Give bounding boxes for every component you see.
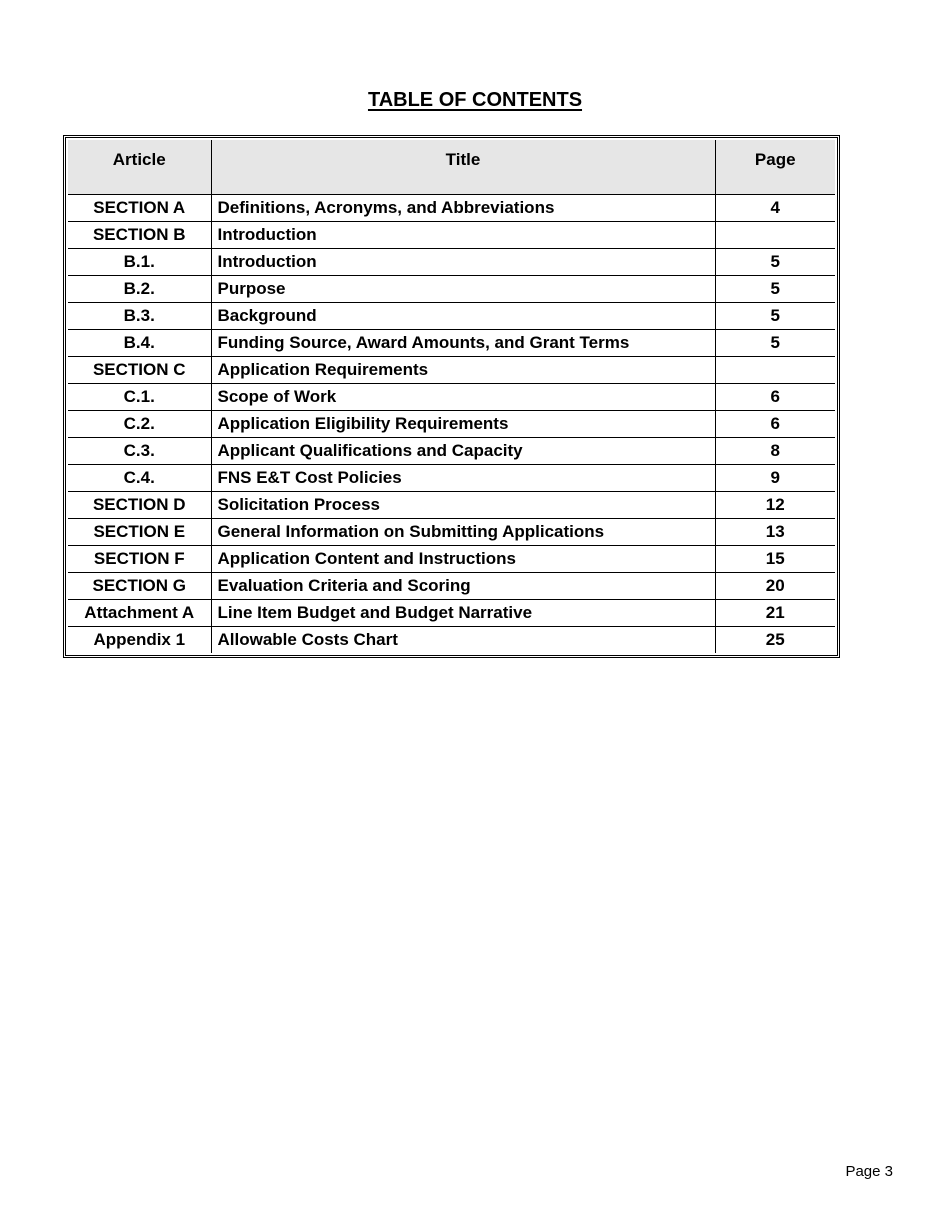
toc-title: Purpose	[211, 275, 715, 302]
toc-article: B.1.	[68, 248, 211, 275]
toc-page: 5	[715, 275, 835, 302]
table-row	[68, 437, 835, 464]
toc-page	[715, 221, 835, 248]
toc-title: FNS E&T Cost Policies	[211, 464, 715, 491]
toc-title: Introduction	[211, 248, 715, 275]
toc-title: Allowable Costs Chart	[211, 626, 715, 653]
toc-title: Application Content and Instructions	[211, 545, 715, 572]
toc-page: 8	[715, 437, 835, 464]
toc-title: Scope of Work	[211, 383, 715, 410]
table-row	[68, 302, 835, 329]
toc-page: 20	[715, 572, 835, 599]
toc-article: SECTION F	[68, 545, 211, 572]
toc-article: SECTION C	[68, 356, 211, 383]
table-row	[68, 491, 835, 518]
toc-title: Evaluation Criteria and Scoring	[211, 572, 715, 599]
toc-page: 9	[715, 464, 835, 491]
toc-page: 12	[715, 491, 835, 518]
toc-article: C.4.	[68, 464, 211, 491]
toc-article: C.2.	[68, 410, 211, 437]
toc-page: 25	[715, 626, 835, 653]
table-row	[68, 599, 835, 626]
table-row	[68, 383, 835, 410]
table-row	[68, 572, 835, 599]
table-row	[68, 464, 835, 491]
toc-table	[68, 140, 835, 653]
toc-article: SECTION G	[68, 572, 211, 599]
toc-page	[715, 356, 835, 383]
toc-title: Funding Source, Award Amounts, and Grant Terms	[211, 329, 715, 356]
toc-header-row	[68, 140, 835, 194]
toc-title: Application Eligibility Requirements	[211, 410, 715, 437]
toc-article: SECTION B	[68, 221, 211, 248]
title-column-header: Title	[211, 140, 715, 194]
table-row	[68, 194, 835, 221]
toc-article: SECTION E	[68, 518, 211, 545]
toc-title: Introduction	[211, 221, 715, 248]
toc-page: 15	[715, 545, 835, 572]
toc-page: 6	[715, 383, 835, 410]
toc-article: Attachment A	[68, 599, 211, 626]
table-of-contents	[63, 135, 840, 658]
table-row	[68, 329, 835, 356]
toc-title: Definitions, Acronyms, and Abbreviations	[211, 194, 715, 221]
toc-page: 5	[715, 302, 835, 329]
toc-title: Application Requirements	[211, 356, 715, 383]
toc-page: 5	[715, 329, 835, 356]
toc-title: Background	[211, 302, 715, 329]
toc-article: B.4.	[68, 329, 211, 356]
table-row	[68, 356, 835, 383]
table-row	[68, 518, 835, 545]
toc-title: Applicant Qualifications and Capacity	[211, 437, 715, 464]
toc-title: Solicitation Process	[211, 491, 715, 518]
page-number: Page 3	[845, 1163, 893, 1180]
toc-article: B.3.	[68, 302, 211, 329]
toc-body	[68, 194, 835, 653]
toc-article: SECTION D	[68, 491, 211, 518]
toc-page: 6	[715, 410, 835, 437]
toc-article: Appendix 1	[68, 626, 211, 653]
table-row	[68, 626, 835, 653]
table-row	[68, 248, 835, 275]
table-row	[68, 275, 835, 302]
toc-title: General Information on Submitting Applications	[211, 518, 715, 545]
page-column-header: Page	[715, 140, 835, 194]
toc-page: 5	[715, 248, 835, 275]
toc-article: SECTION A	[68, 194, 211, 221]
table-row	[68, 545, 835, 572]
toc-title: Line Item Budget and Budget Narrative	[211, 599, 715, 626]
page-title: TABLE OF CONTENTS	[367, 89, 583, 111]
article-column-header: Article	[68, 140, 211, 194]
toc-article: C.3.	[68, 437, 211, 464]
table-row	[68, 410, 835, 437]
toc-page: 4	[715, 194, 835, 221]
table-row	[68, 221, 835, 248]
toc-page: 21	[715, 599, 835, 626]
toc-article: B.2.	[68, 275, 211, 302]
toc-article: C.1.	[68, 383, 211, 410]
toc-page: 13	[715, 518, 835, 545]
